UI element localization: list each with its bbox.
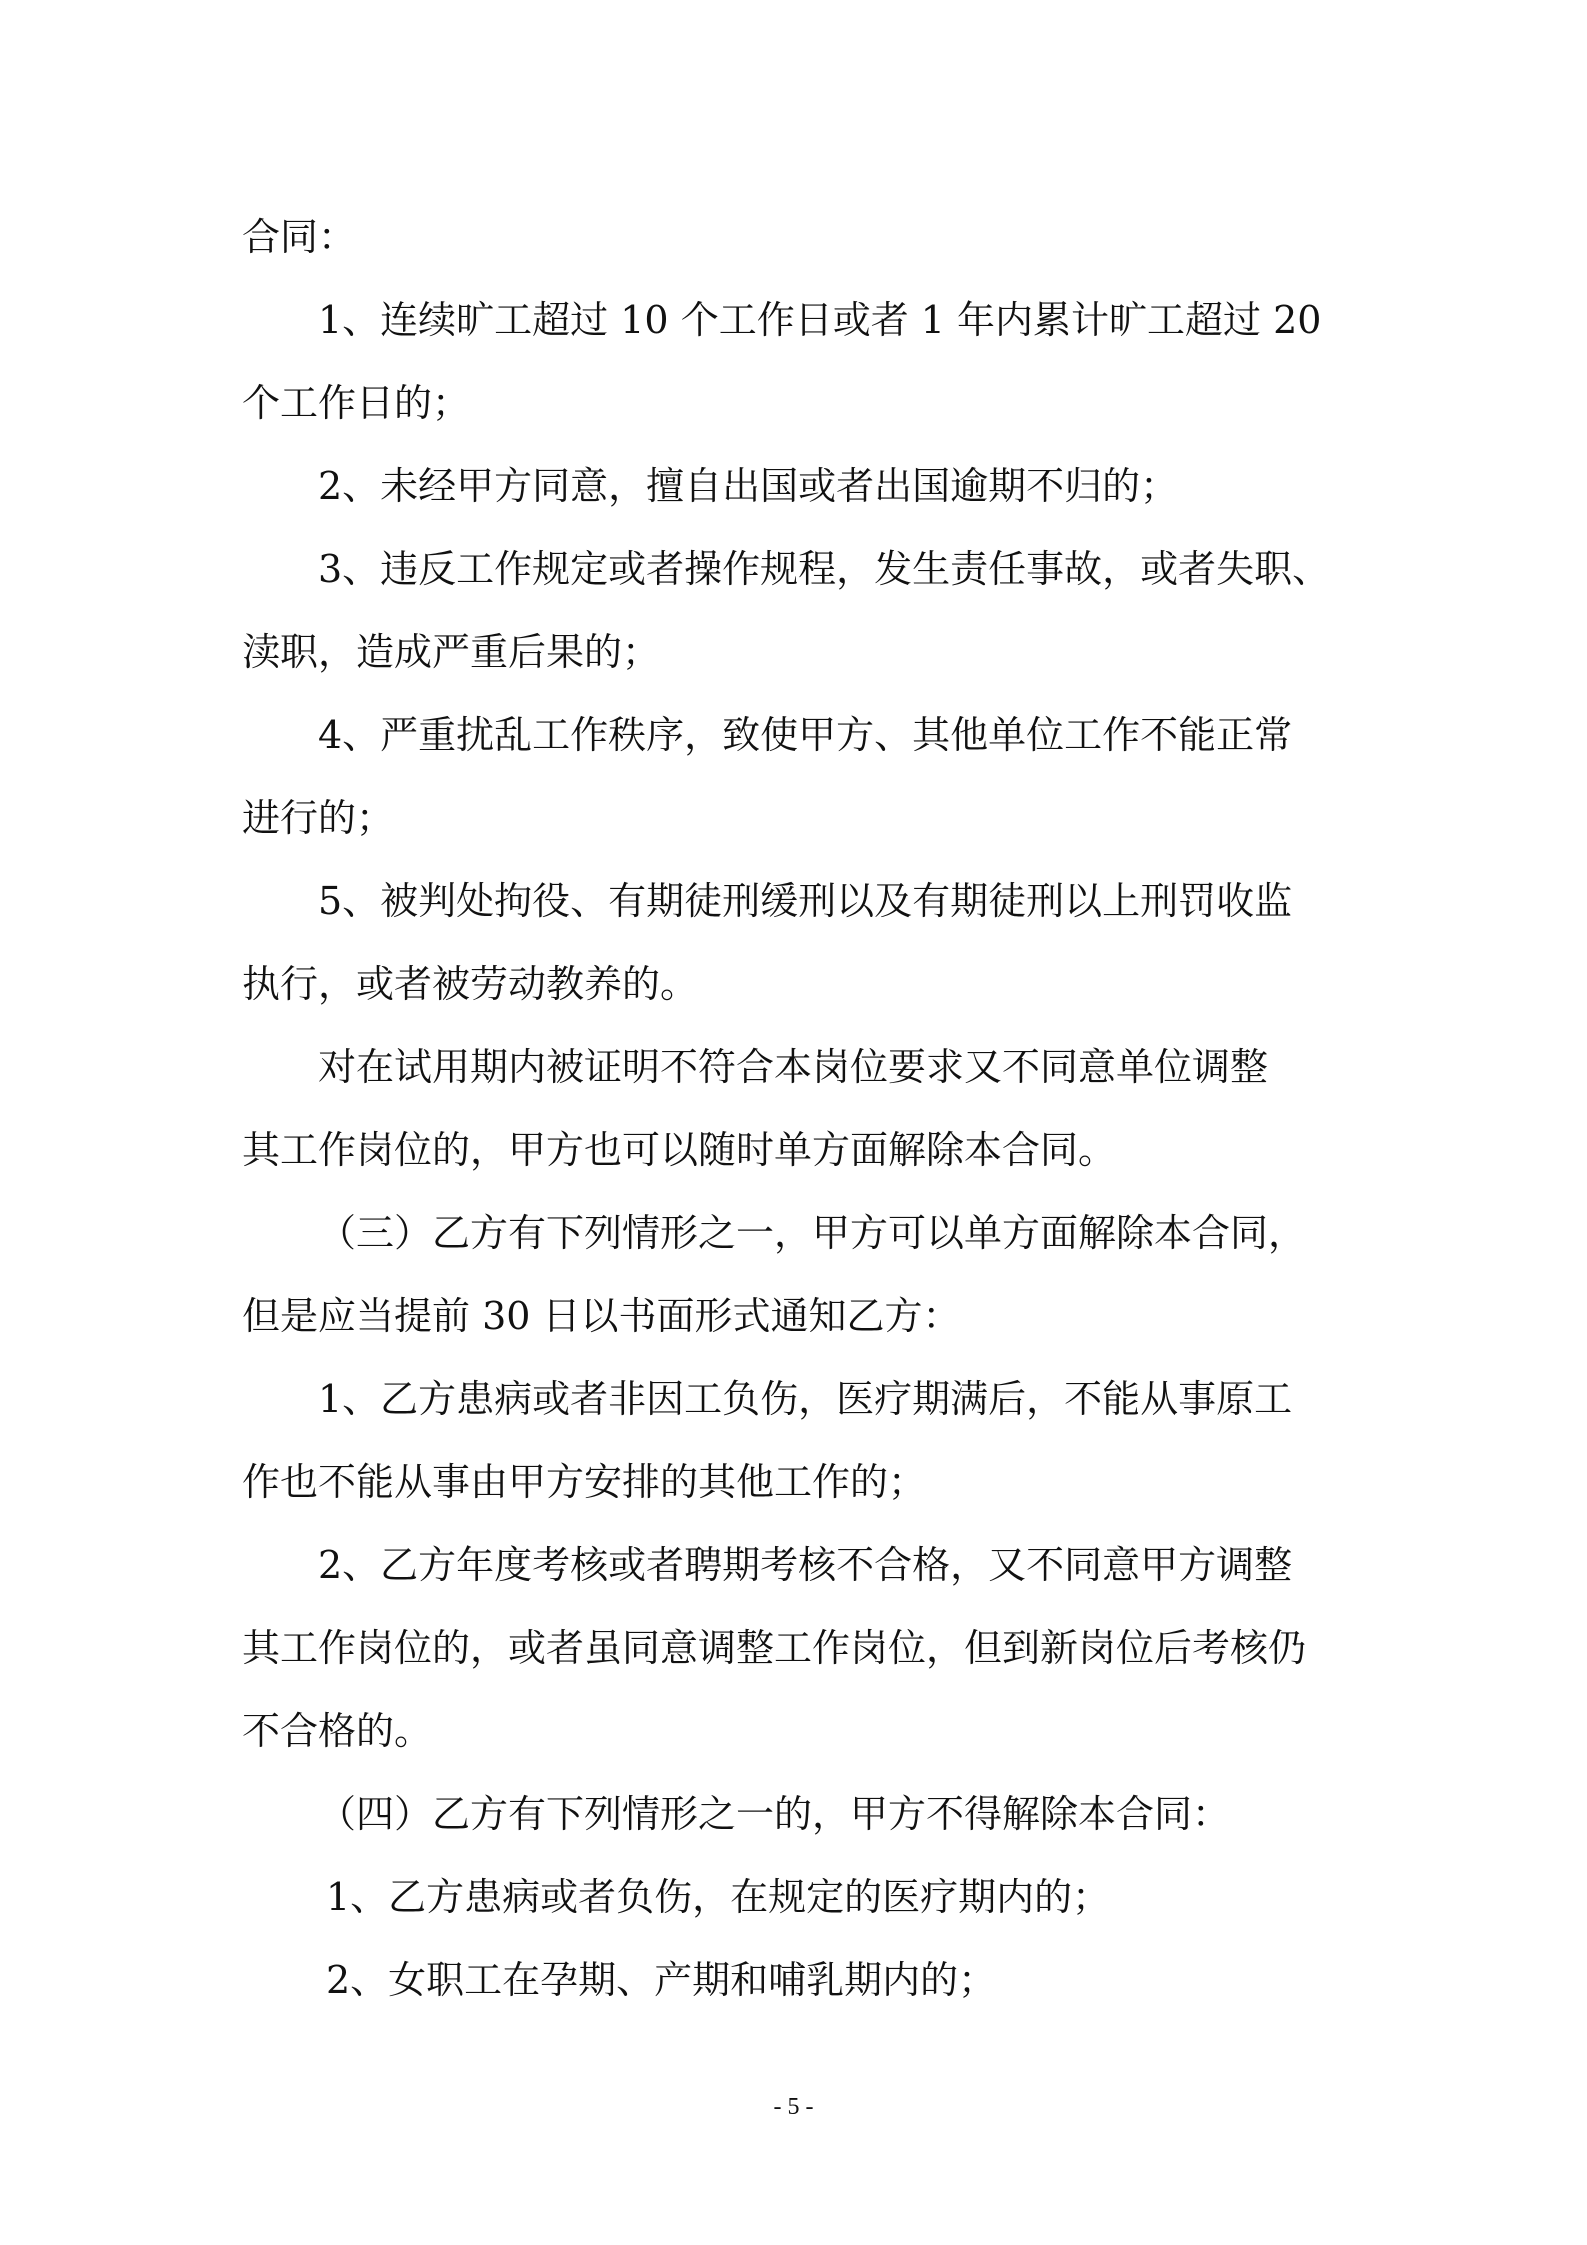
text-line: 3、违反工作规定或者操作规程，发生责任事故，或者失职、	[318, 547, 1331, 591]
text-line: 对在试用期内被证明不符合本岗位要求又不同意单位调整	[318, 1045, 1269, 1089]
text-line: 1、乙方患病或者非因工负伤，医疗期满后，不能从事原工	[318, 1377, 1293, 1421]
text-line: （三）乙方有下列情形之一，甲方可以单方面解除本合同，	[318, 1211, 1307, 1255]
text-line: 其工作岗位的，或者虽同意调整工作岗位，但到新岗位后考核仍	[242, 1626, 1307, 1670]
text-line: 2、乙方年度考核或者聘期考核不合格，又不同意甲方调整	[318, 1543, 1293, 1587]
text-line: 作也不能从事由甲方安排的其他工作的；	[242, 1460, 927, 1504]
text-line: 但是应当提前 30 日以书面形式通知乙方：	[242, 1294, 961, 1338]
text-line: 其工作岗位的，甲方也可以随时单方面解除本合同。	[242, 1128, 1117, 1172]
text-line: 个工作日的；	[242, 381, 471, 425]
text-line: （四）乙方有下列情形之一的，甲方不得解除本合同：	[318, 1792, 1231, 1836]
text-line: 进行的；	[242, 796, 395, 840]
text-line: 执行，或者被劳动教养的。	[242, 962, 699, 1006]
text-line: 不合格的。	[242, 1709, 433, 1753]
text-line: 1、连续旷工超过 10 个工作日或者 1 年内累计旷工超过 20	[318, 298, 1322, 342]
page-number: - 5 -	[773, 2094, 814, 2120]
text-line: 4、严重扰乱工作秩序，致使甲方、其他单位工作不能正常	[318, 713, 1293, 757]
text-line: 2、未经甲方同意，擅自出国或者出国逾期不归的；	[318, 464, 1179, 508]
text-line: 合同：	[242, 215, 357, 259]
contract-body	[242, 196, 1352, 2022]
text-line: 1、乙方患病或者负伤，在规定的医疗期内的；	[326, 1875, 1111, 1919]
text-line: 5、被判处拘役、有期徒刑缓刑以及有期徒刑以上刑罚收监	[318, 879, 1293, 923]
text-line: 2、女职工在孕期、产期和哺乳期内的；	[326, 1958, 997, 2002]
text-line: 渎职，造成严重后果的；	[242, 630, 661, 674]
